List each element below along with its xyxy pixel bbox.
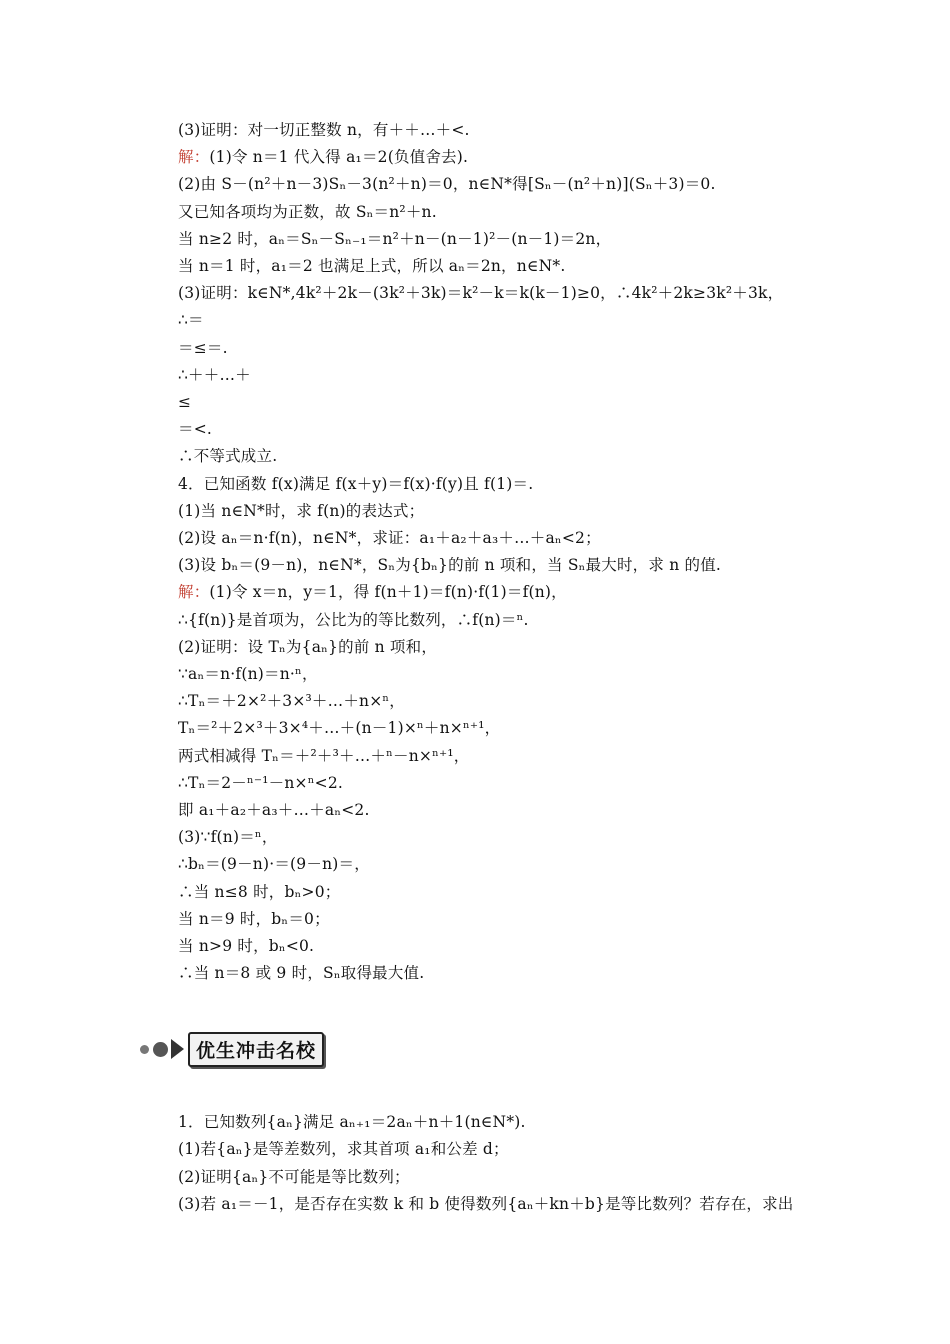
text-line bbox=[178, 392, 191, 412]
text-line bbox=[178, 637, 437, 657]
line-text: 两式相减得 Tₙ＝＋²＋³＋…＋ⁿ－n×ⁿ⁺¹， bbox=[178, 746, 470, 765]
text-line bbox=[178, 338, 228, 358]
text-line bbox=[178, 773, 343, 793]
small-dot-icon bbox=[140, 1045, 149, 1054]
line-text: 当 n>9 时，bₙ<0. bbox=[178, 937, 315, 955]
line-text: ＝≤＝. bbox=[178, 338, 228, 357]
text-line: 1．已知数列{aₙ}满足 aₙ₊₁＝2aₙ＋n＋1(n∈N*). bbox=[178, 1113, 526, 1131]
text-line bbox=[178, 963, 424, 983]
line-text: 当 n＝9 时，bₙ＝0； bbox=[178, 909, 330, 928]
text-line bbox=[178, 800, 370, 820]
text-line bbox=[178, 229, 611, 249]
line-text: ∵aₙ＝n·f(n)＝n·ⁿ， bbox=[178, 665, 318, 683]
line-text: (1)当 n∈N*时，求 f(n)的表达式； bbox=[178, 501, 425, 520]
text-line bbox=[178, 174, 716, 194]
line-text: 即 a₁＋a₂＋a₃＋…＋aₙ<2. bbox=[178, 801, 370, 819]
text-line bbox=[178, 582, 567, 602]
text-line bbox=[178, 120, 470, 140]
line-text: (3)证明：对一切正整数 n，有＋＋…＋<. bbox=[178, 121, 470, 139]
text-line bbox=[178, 746, 469, 766]
text-line bbox=[178, 909, 330, 929]
line-text: (3)设 bₙ＝(9－n)，n∈N*，Sₙ为{bₙ}的前 n 项和，当 Sₙ最大时，求 n 的值. bbox=[178, 556, 722, 575]
text-line bbox=[178, 501, 424, 521]
line-text: Tₙ＝²＋2×³＋3×⁴＋…＋(n－1)×ⁿ＋n×ⁿ⁺¹， bbox=[178, 719, 501, 738]
line-text: (1)令 x＝n，y＝1，得 f(n＋1)＝f(n)·f(1)＝f(n)， bbox=[209, 583, 567, 602]
text-line: (1)若{aₙ}是等差数列，求其首项 a₁和公差 d； bbox=[178, 1140, 509, 1159]
text-line bbox=[178, 882, 340, 902]
text-line bbox=[178, 936, 314, 956]
text-line bbox=[178, 528, 601, 548]
line-text: (2)由 S－(n²＋n－3)Sₙ－3(n²＋n)＝0，n∈N*得[Sₙ－(n²＋n)](Sₙ＋3)＝0. bbox=[178, 175, 716, 194]
line-text: ∴不等式成立. bbox=[178, 447, 278, 466]
arrow-right-icon bbox=[171, 1039, 184, 1059]
section-title: 优生冲击名校 bbox=[188, 1032, 324, 1067]
line-text: ∴＋＋…＋ bbox=[178, 365, 251, 384]
text-line bbox=[178, 664, 318, 684]
text-line bbox=[178, 718, 500, 738]
line-text: ∴Tₙ＝＋2×²＋3×³＋…＋n×ⁿ， bbox=[178, 692, 406, 711]
text-line: (3)若 a₁＝－1，是否存在实数 k 和 b 使得数列{aₙ＋kn＋b}是等比数列？若存在，求出 bbox=[178, 1194, 794, 1213]
line-text: ≤ bbox=[178, 393, 192, 411]
text-line bbox=[178, 147, 468, 167]
line-text: ＝<. bbox=[178, 420, 213, 439]
section-banner bbox=[140, 1034, 324, 1064]
text-line bbox=[178, 446, 277, 466]
line-text: (3)∵f(n)＝ⁿ， bbox=[178, 828, 278, 847]
line-text: ∴＝ bbox=[178, 311, 204, 330]
line-text: 当 n＝1 时，a₁＝2 也满足上式，所以 aₙ＝2n，n∈N*. bbox=[178, 257, 566, 275]
text-line bbox=[178, 610, 529, 630]
line-text: ∴bₙ＝(9－n)·＝(9－n)＝， bbox=[178, 855, 370, 874]
solution-label: 解： bbox=[178, 148, 210, 167]
text-line bbox=[178, 827, 278, 847]
line-text: (2)证明：设 Tₙ为{aₙ}的前 n 项和， bbox=[178, 637, 438, 656]
solution-label: 解： bbox=[178, 583, 210, 602]
text-line bbox=[178, 555, 721, 575]
line-text: (2)设 aₙ＝n·f(n)，n∈N*，求证：a₁＋a₂＋a₃＋…＋aₙ<2； bbox=[178, 529, 601, 547]
text-line bbox=[178, 365, 251, 385]
line-text: ∴当 n＝8 或 9 时，Sₙ取得最大值. bbox=[178, 964, 425, 983]
text-line bbox=[178, 691, 405, 711]
line-text: 当 n≥2 时，aₙ＝Sₙ－Sₙ₋₁＝n²＋n－(n－1)²－(n－1)＝2n， bbox=[178, 229, 612, 248]
text-line bbox=[178, 474, 533, 494]
text-line bbox=[178, 310, 204, 330]
text-line bbox=[178, 256, 565, 276]
text-line: (2)证明{aₙ}不可能是等比数列； bbox=[178, 1167, 410, 1186]
text-line bbox=[178, 283, 783, 303]
line-text: 又已知各项均为正数，故 Sₙ＝n²＋n. bbox=[178, 202, 437, 221]
line-text: (1)令 n＝1 代入得 a₁＝2(负值舍去). bbox=[209, 148, 469, 167]
line-text: (3)证明：k∈N*,4k²＋2k－(3k²＋3k)＝k²－k＝k(k－1)≥0，∴4k²＋2k≥3k²＋3k， bbox=[178, 284, 784, 303]
text-line bbox=[178, 202, 437, 222]
line-text: ∴当 n≤8 时，bₙ>0； bbox=[178, 882, 341, 901]
text-line bbox=[178, 854, 370, 874]
large-dot-icon bbox=[153, 1042, 168, 1057]
line-text: ∴Tₙ＝2－ⁿ⁻¹－n×ⁿ<2. bbox=[178, 773, 344, 792]
line-text: 4．已知函数 f(x)满足 f(x＋y)＝f(x)·f(y)且 f(1)＝. bbox=[178, 474, 534, 493]
text-line bbox=[178, 419, 212, 439]
line-text: ∴{f(n)}是首项为，公比为的等比数列，∴f(n)＝ⁿ. bbox=[178, 610, 529, 629]
